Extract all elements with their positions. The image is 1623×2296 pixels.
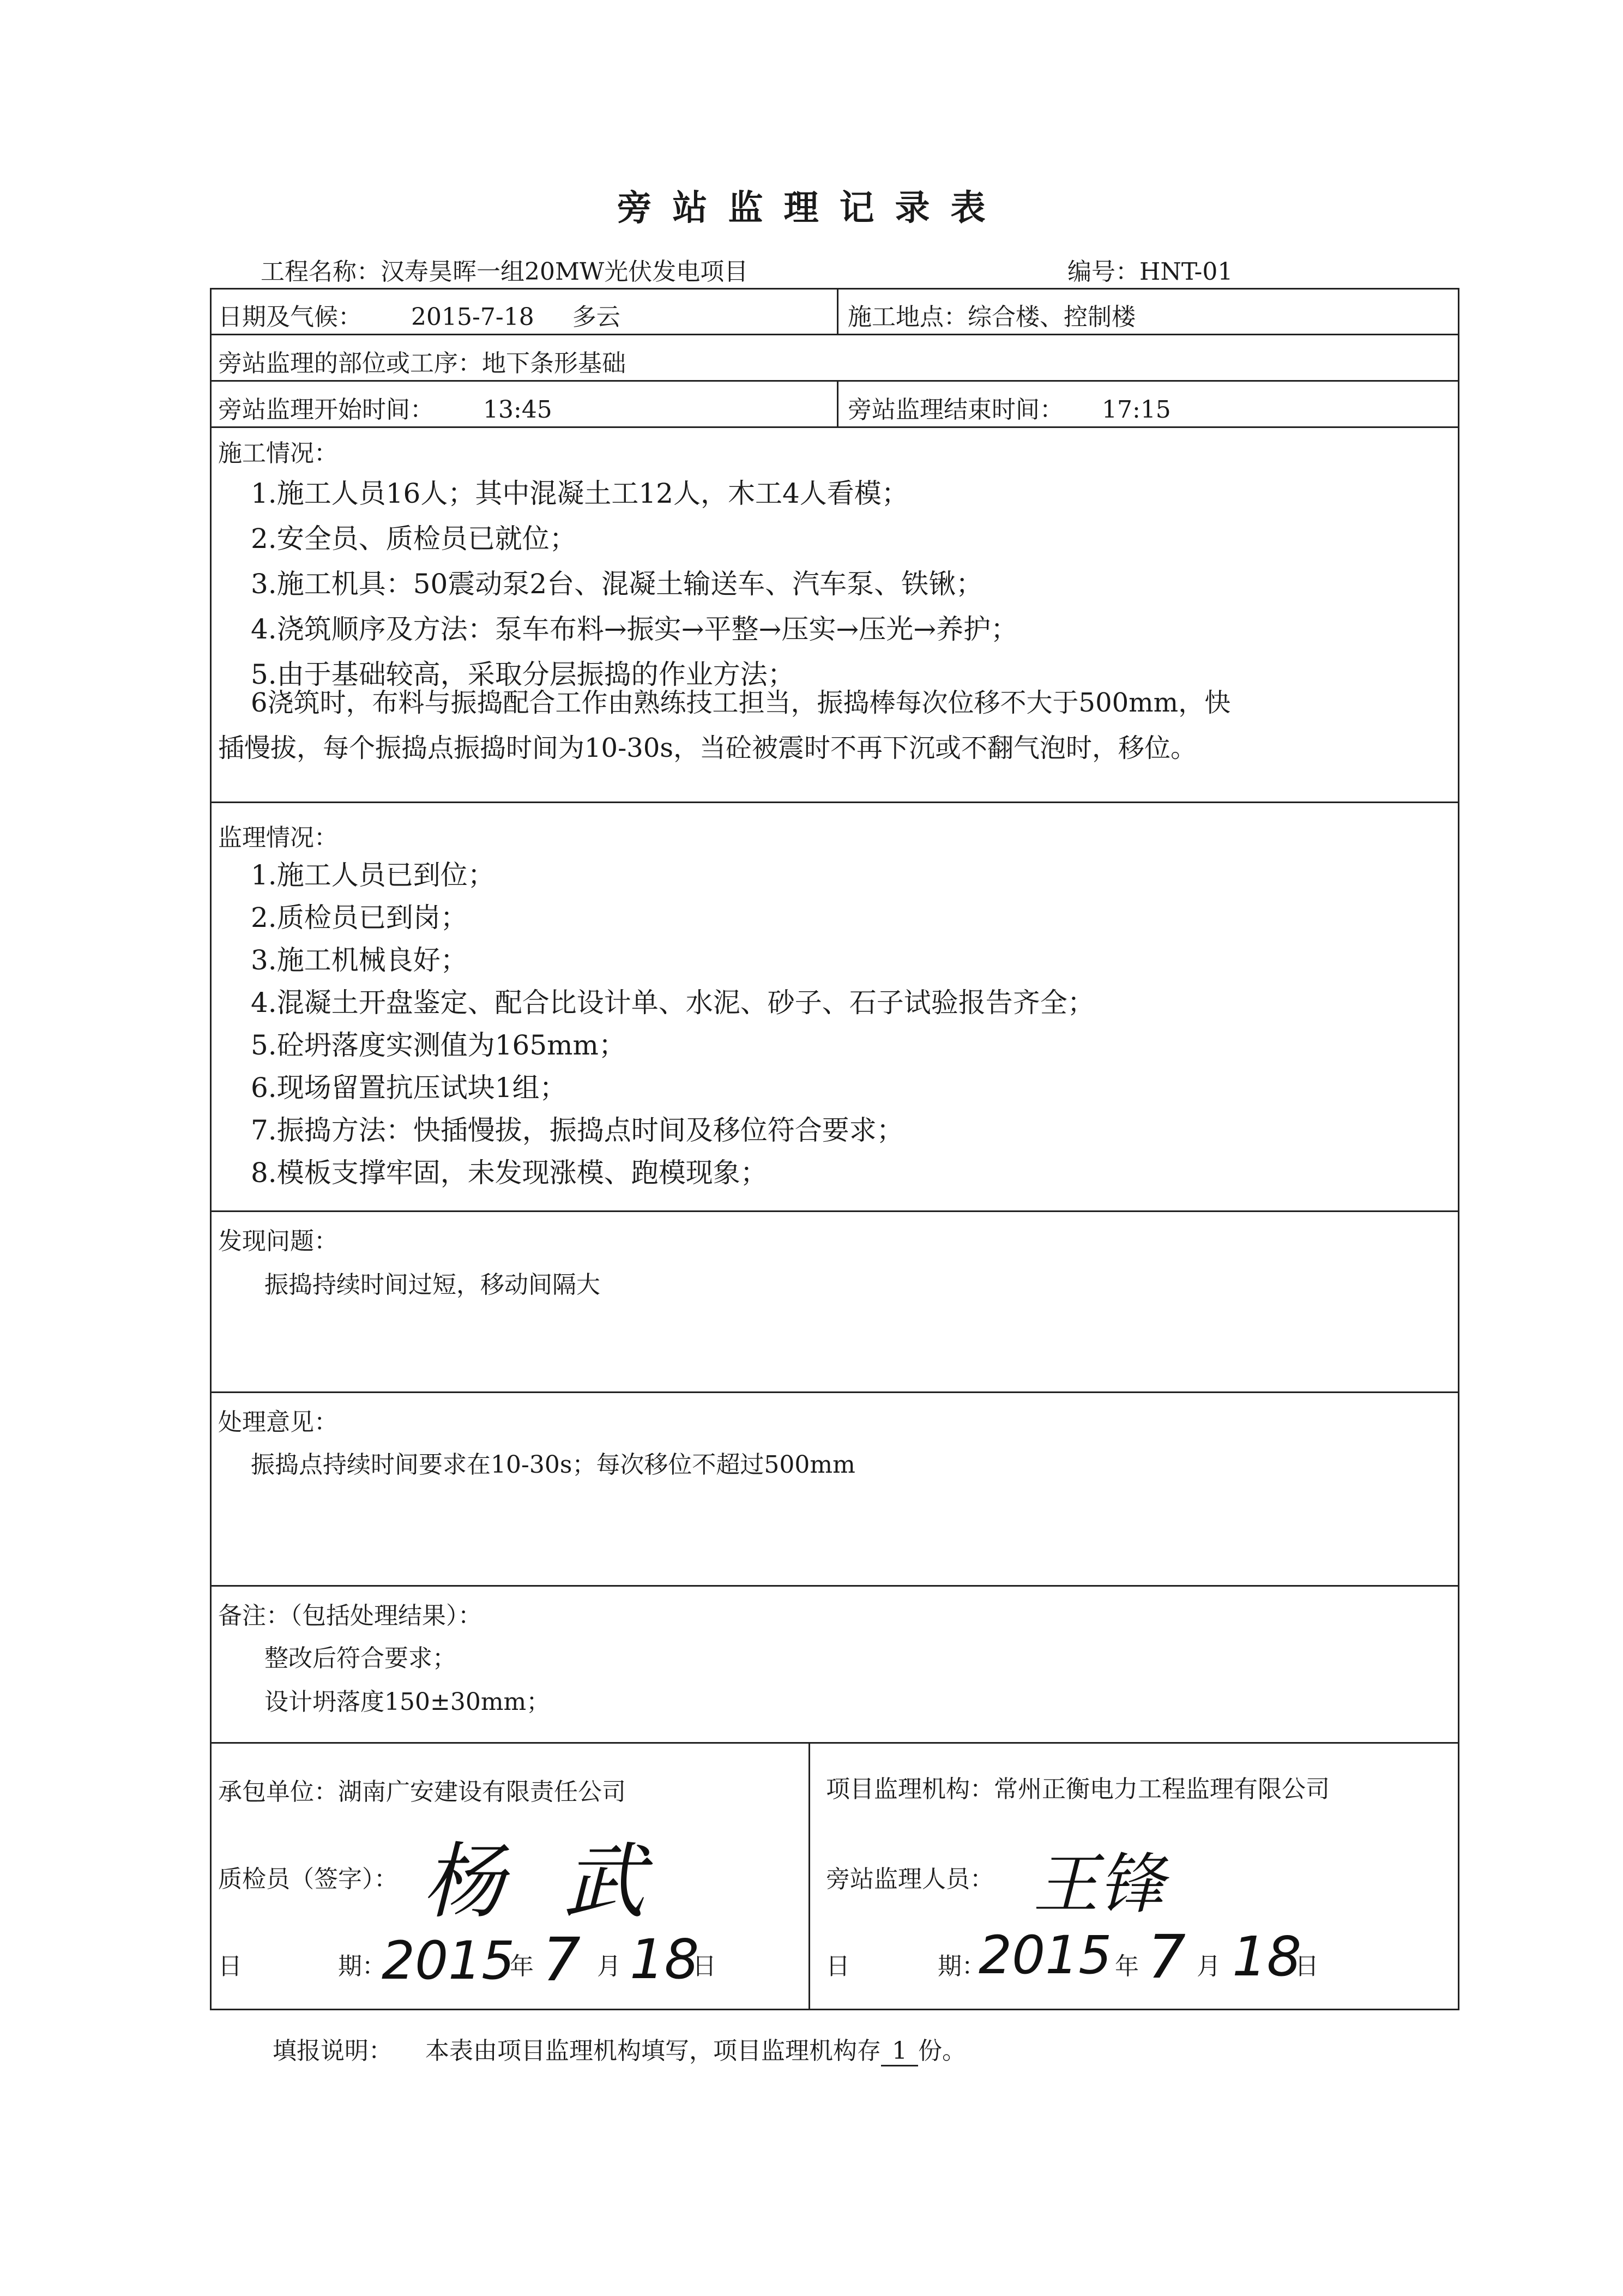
page-title: 旁站监理记录表 — [617, 188, 1006, 228]
construction-item: 4.浇筑顺序及方法：泵车布料→振实→平整→压实→压光→养护； — [251, 613, 1018, 645]
construction-item: 1.施工人员16人；其中混凝土工12人，木工4人看模； — [251, 478, 909, 509]
project-name-field — [261, 252, 748, 287]
supervision-item: 8.模板支撑牢固，未发现涨模、跑模现象； — [251, 1157, 768, 1189]
supervision-item: 5.砼坍落度实测值为165mm； — [251, 1029, 626, 1061]
supervision-item: 4.混凝土开盘鉴定、配合比设计单、水泥、砂子、石子试验报告齐全； — [251, 987, 1095, 1019]
row-divider — [210, 1742, 1459, 1744]
inspector-signature: 杨 武 — [423, 1835, 661, 1930]
footer-text-end: 份。 — [918, 2037, 966, 2065]
part-label: 旁站监理的部位或工序： — [218, 349, 482, 377]
row-divider — [210, 1391, 1459, 1393]
contractor-day-unit: 日 — [692, 1952, 716, 1980]
supervision-label: 监理情况： — [218, 824, 338, 852]
construction-item: 2.安全员、质检员已就位； — [251, 523, 577, 555]
end-time-cell — [848, 390, 1171, 425]
row-divider — [210, 1210, 1459, 1212]
supervisor-person-label: 旁站监理人员： — [826, 1865, 994, 1893]
footer-copies: 1 — [881, 2037, 918, 2066]
project-label: 工程名称： — [261, 258, 381, 286]
site-value: 综合楼、控制楼 — [968, 303, 1136, 331]
supervisor-signature: 王锋 — [1033, 1847, 1164, 1923]
part-value: 地下条形基础 — [482, 349, 626, 377]
contractor-unit-value: 湖南广安建设有限责任公司 — [338, 1778, 626, 1806]
footer-label: 填报说明： — [273, 2037, 393, 2065]
column-divider — [809, 1742, 810, 2010]
row-divider — [210, 380, 1459, 382]
supervisor-org — [826, 1769, 1330, 1804]
column-divider — [837, 288, 838, 334]
column-divider — [837, 380, 838, 426]
supervisor-org-value: 常州正衡电力工程监理有限公司 — [994, 1775, 1330, 1803]
date-weather-cell — [218, 297, 620, 332]
start-time-value: 13:45 — [483, 396, 552, 424]
supervision-item: 3.施工机械良好； — [251, 944, 468, 976]
supervision-item: 6.现场留置抗压试块1组； — [251, 1072, 567, 1104]
number-label: 编号： — [1067, 258, 1139, 286]
row-divider — [210, 802, 1459, 803]
record-number: HNT-01 — [1139, 258, 1233, 286]
project-name: 汉寿昊晖一组20MW光伏发电项目 — [381, 258, 749, 286]
start-time-label: 旁站监理开始时间： — [218, 396, 434, 424]
construction-item: 插慢拔，每个振捣点振捣时间为10-30s，当砼被震时不再下沉或不翻气泡时，移位。 — [218, 733, 1197, 763]
record-number-field — [1067, 252, 1233, 287]
end-time-label: 旁站监理结束时间： — [848, 396, 1064, 424]
contractor-unit-label: 承包单位： — [218, 1778, 338, 1806]
supervisor-day-unit: 日 — [1295, 1952, 1319, 1980]
problems-text: 振捣持续时间过短，移动间隔大 — [264, 1271, 600, 1299]
contractor-date-year: 2015 — [382, 1930, 515, 1991]
date-label: 日期及气候： — [218, 303, 362, 331]
supervision-item: 1.施工人员已到位； — [251, 859, 495, 891]
construction-item: 5.由于基础较高，采取分层振捣的作业方法； — [251, 659, 795, 690]
construction-label: 施工情况： — [218, 439, 338, 467]
supervisor-date-label-2: 期： — [938, 1952, 986, 1980]
start-time-cell — [218, 390, 552, 425]
supervisor-date-label-1: 日 — [826, 1952, 850, 1980]
part-cell — [218, 344, 626, 378]
weather-value: 多云 — [572, 303, 620, 331]
construction-item: 3.施工机具：50震动泵2台、混凝土输送车、汽车泵、铁锹； — [251, 568, 984, 600]
construction-item: 6浇筑时，布料与振捣配合工作由熟练技工担当，振捣棒每次位移不大于500mm，快 — [251, 688, 1231, 718]
contractor-date-label-2: 期： — [338, 1952, 386, 1980]
inspector-label: 质检员（签字）： — [218, 1865, 398, 1893]
site-cell — [848, 297, 1136, 332]
remarks-line: 整改后符合要求； — [264, 1644, 456, 1672]
row-divider — [210, 334, 1459, 335]
supervision-item: 2.质检员已到岗； — [251, 902, 468, 933]
supervisor-org-label: 项目监理机构： — [826, 1775, 994, 1803]
site-label: 施工地点： — [848, 303, 968, 331]
row-divider — [210, 1585, 1459, 1587]
supervisor-year-unit: 年 — [1115, 1952, 1139, 1980]
remarks-line: 设计坍落度150±30mm； — [264, 1688, 551, 1716]
footer-text: 本表由项目监理机构填写，项目监理机构存 — [425, 2037, 881, 2065]
contractor-date-month: 7 — [542, 1925, 581, 1994]
supervisor-date-year: 2015 — [979, 1925, 1112, 1986]
contractor-date-label-1: 日 — [218, 1952, 242, 1980]
contractor-month-unit: 月 — [597, 1952, 621, 1980]
supervisor-month-unit: 月 — [1197, 1952, 1221, 1980]
supervisor-date-day: 18 — [1232, 1925, 1302, 1988]
supervisor-date-month: 7 — [1148, 1922, 1186, 1992]
row-divider — [210, 426, 1459, 428]
problems-label: 发现问题： — [218, 1227, 338, 1255]
remarks-label: 备注：（包括处理结果）： — [218, 1602, 482, 1630]
contractor-date-day: 18 — [630, 1927, 699, 1991]
contractor-year-unit: 年 — [510, 1952, 534, 1980]
supervision-item: 7.振捣方法：快插慢拔，振捣点时间及移位符合要求； — [251, 1114, 904, 1146]
contractor-unit — [218, 1772, 626, 1807]
footer-note — [273, 2031, 966, 2066]
opinion-text: 振捣点持续时间要求在10-30s；每次移位不超过500mm — [251, 1451, 855, 1479]
opinion-label: 处理意见： — [218, 1408, 338, 1436]
end-time-value: 17:15 — [1102, 396, 1171, 424]
date-value: 2015-7-18 — [411, 303, 534, 331]
